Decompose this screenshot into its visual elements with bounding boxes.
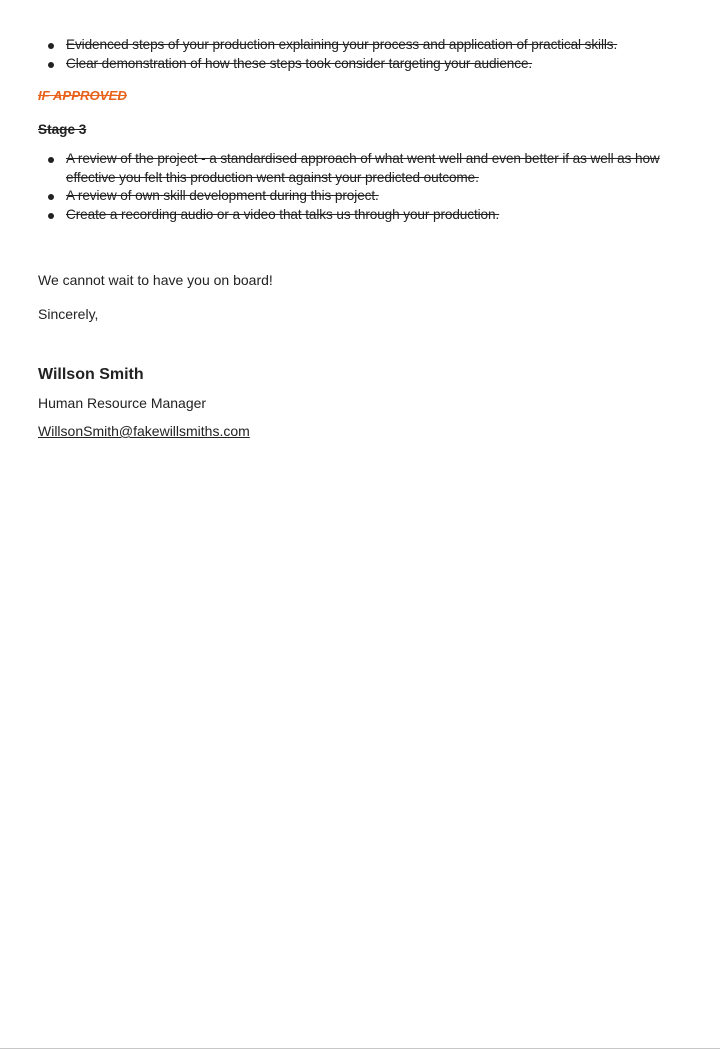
list-item-text: A review of own skill development during this project. xyxy=(66,188,379,203)
list-item-text: Evidenced steps of your production explaining your process and application of practical skills. xyxy=(66,37,618,52)
sign-off: Sincerely, xyxy=(38,306,99,322)
list-item-text: Clear demonstration of how these steps took consider targeting your audience. xyxy=(66,55,533,71)
closing-line: We cannot wait to have you on board! xyxy=(38,272,273,288)
list-item xyxy=(38,36,688,55)
bullet-icon xyxy=(48,157,54,163)
list-item xyxy=(38,150,688,187)
bullet-icon xyxy=(48,62,54,68)
bullet-icon xyxy=(48,43,54,49)
stage3-heading: Stage 3 xyxy=(38,122,87,137)
signature-title: Human Resource Manager xyxy=(38,395,207,411)
bullet-icon xyxy=(48,194,54,200)
letter-body xyxy=(38,36,688,441)
list-item xyxy=(38,187,688,206)
if-approved-label: IF APPROVED xyxy=(38,88,127,103)
stage2-bullet-list xyxy=(38,36,688,73)
list-item-text: A review of the project - a standardised approach of what went well and even better if as well as how effective you felt this production went against your predicted outcome. xyxy=(66,151,660,185)
list-item xyxy=(38,55,688,74)
list-item-text: Create a recording audio or a video that talks us through your production. xyxy=(66,206,500,222)
stage3-bullet-list xyxy=(38,150,688,224)
bullet-icon xyxy=(48,213,54,219)
list-item xyxy=(38,206,688,225)
signature-name: Willson Smith xyxy=(38,366,144,383)
signature-email-link[interactable]: WillsonSmith@fakewillsmiths.com xyxy=(38,423,250,439)
